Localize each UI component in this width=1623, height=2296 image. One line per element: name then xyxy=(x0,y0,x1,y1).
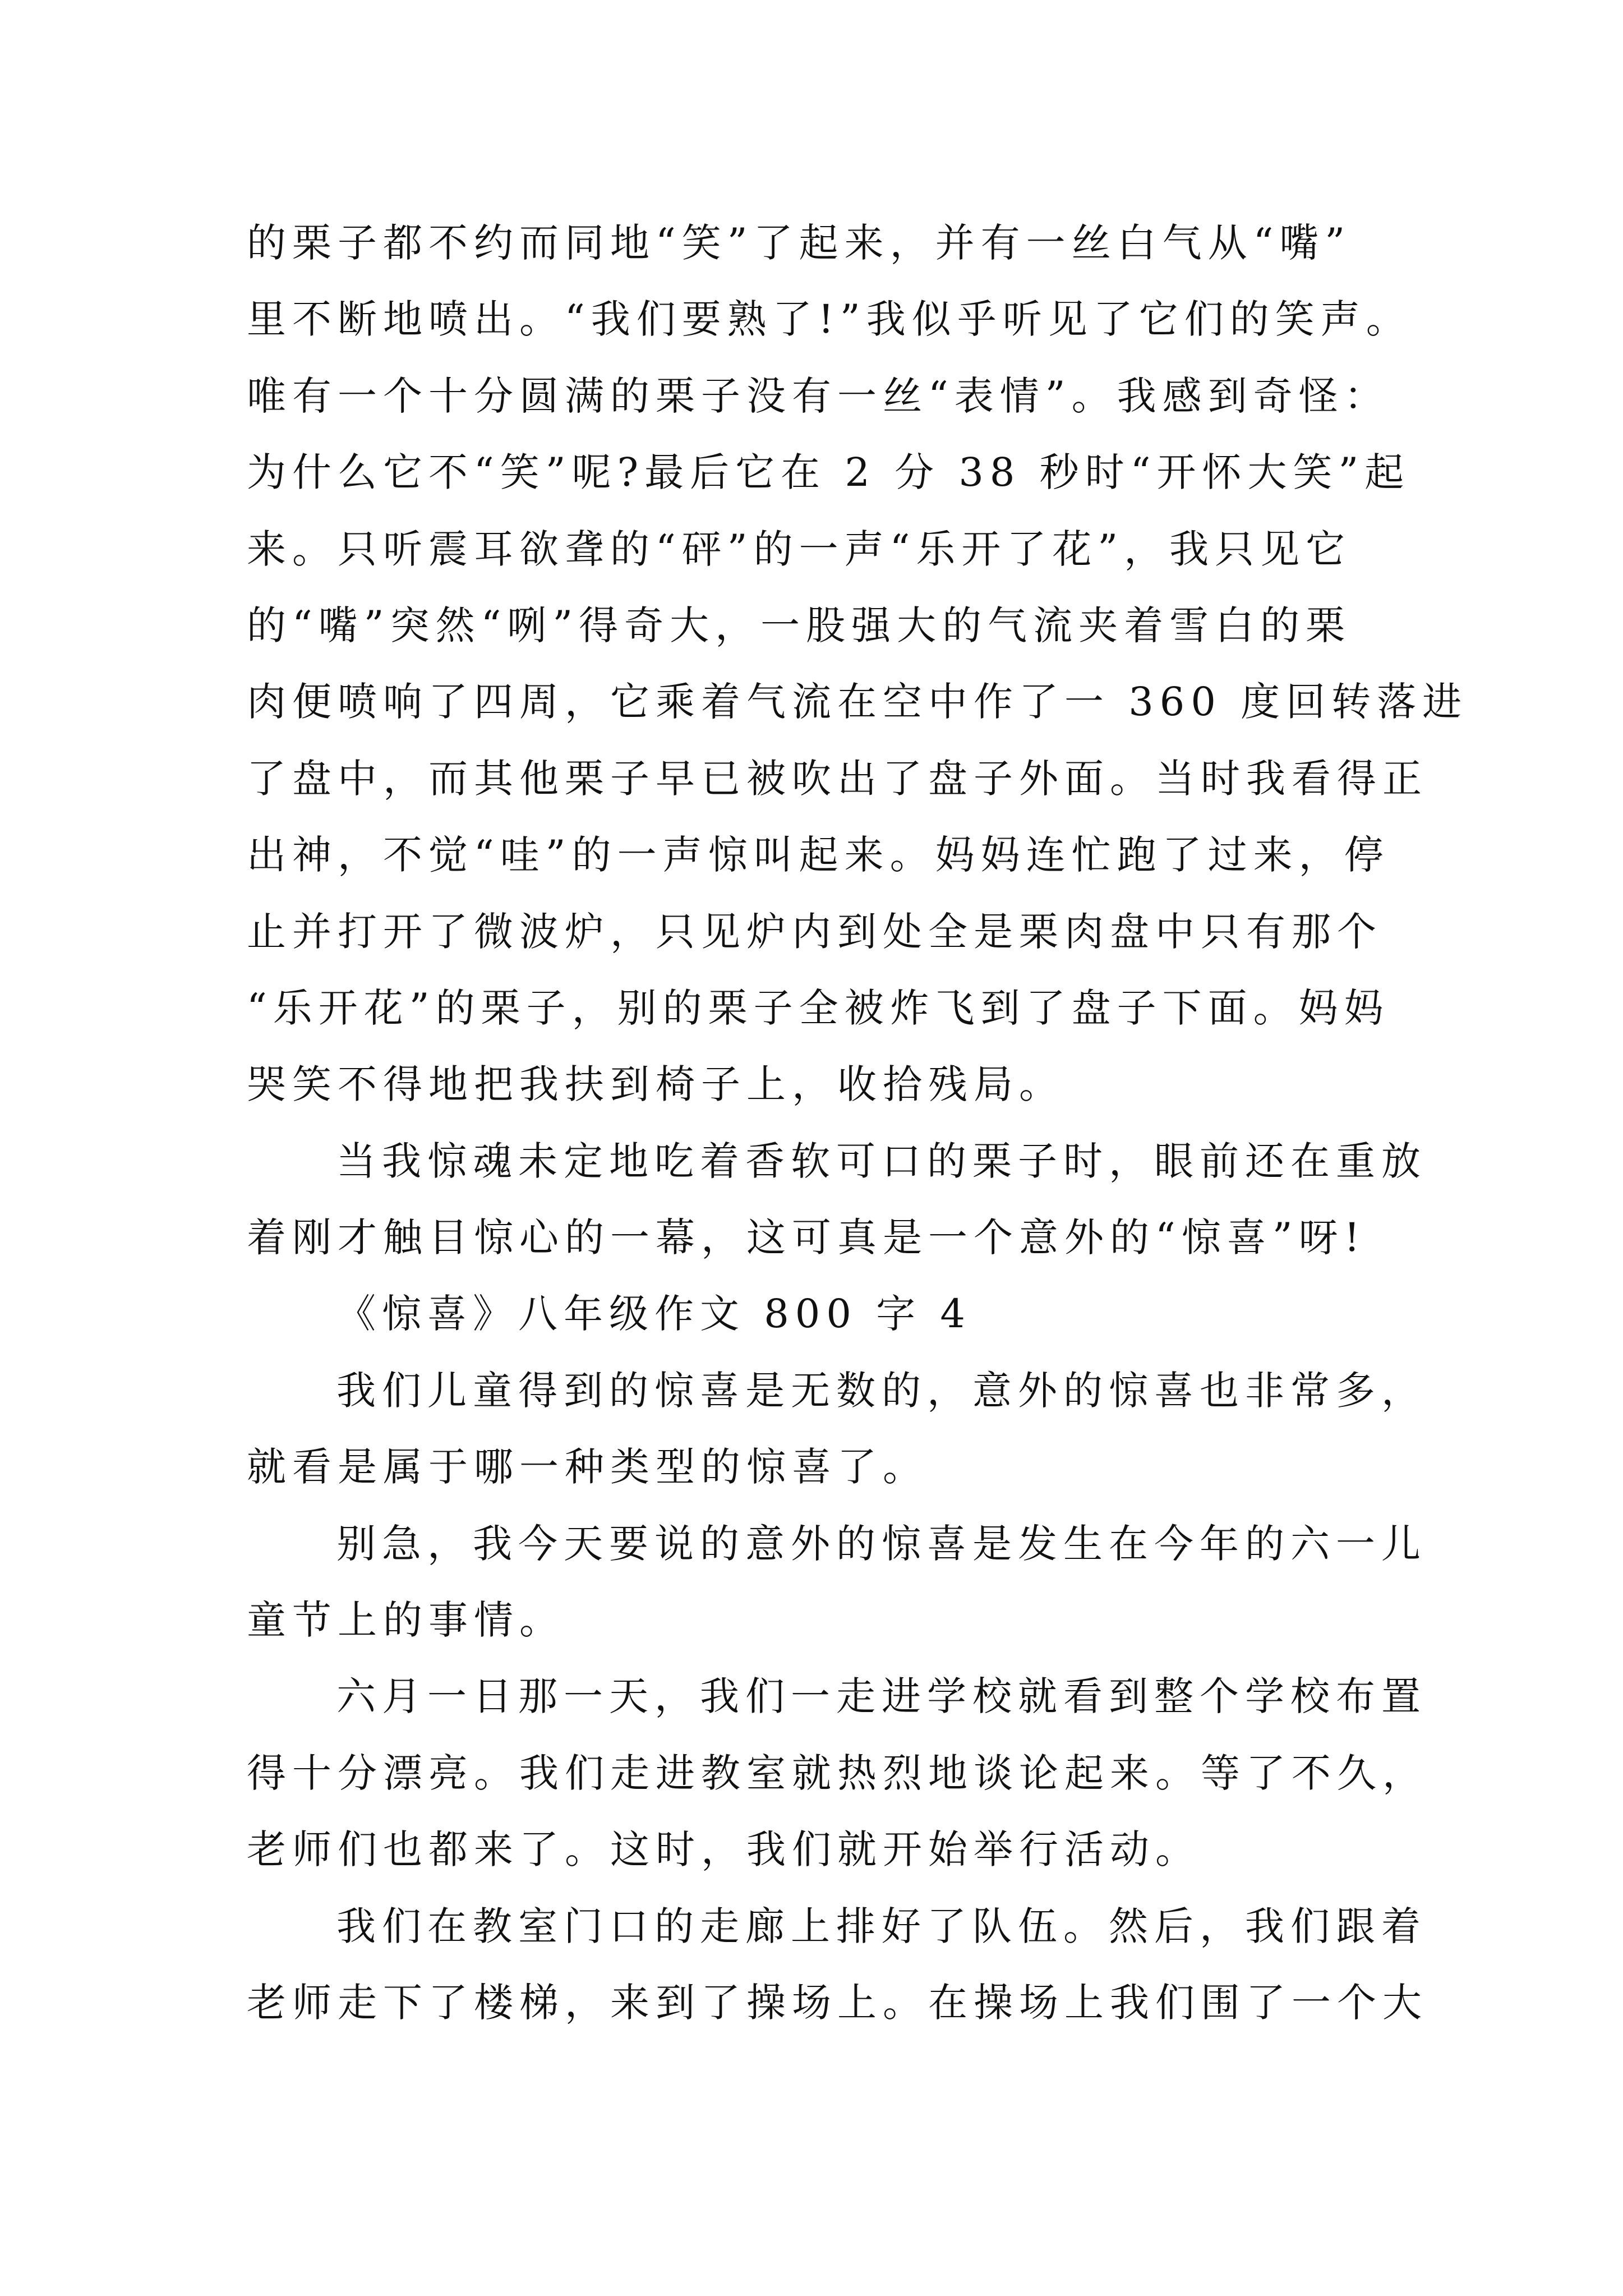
paragraph-start-line: 当我惊魂未定地吃着香软可口的栗子时，眼前还在重放 xyxy=(336,1138,1427,1184)
text-line: 肉便喷响了四周，它乘着气流在空中作了一 360 度回转落进 xyxy=(247,679,1468,725)
paragraph-start-line: 我们儿童得到的惊喜是无数的，意外的惊喜也非常多， xyxy=(336,1367,1427,1414)
text-line: 唯有一个十分圆满的栗子没有一丝“表情”。我感到奇怪： xyxy=(247,372,1390,419)
text-line: 了盘中，而其他栗子早已被吹出了盘子外面。当时我看得正 xyxy=(247,755,1428,802)
text-line: 来。只听震耳欲聋的“砰”的一声“乐开了花”，我只见它 xyxy=(247,526,1352,572)
text-line: 里不断地喷出。“我们要熟了!”我似乎听见了它们的笑声。 xyxy=(247,296,1412,343)
text-line: 老师走下了楼梯，来到了操场上。在操场上我们围了一个大 xyxy=(247,1979,1428,2026)
text-line: 为什么它不“笑”呢?最后它在 2 分 38 秒时“开怀大笑”起 xyxy=(247,449,1410,496)
text-line: 哭笑不得地把我扶到椅子上，收拾残局。 xyxy=(247,1061,1064,1108)
text-line: 的“嘴”突然“咧”得奇大，一股强大的气流夹着雪白的栗 xyxy=(247,602,1352,648)
text-line: 就看是属于哪一种类型的惊喜了。 xyxy=(247,1444,928,1490)
text-line: 止并打开了微波炉，只见炉内到处全是栗肉盘中只有那个 xyxy=(247,908,1382,955)
text-line: 得十分漂亮。我们走进教室就热烈地谈论起来。等了不久， xyxy=(247,1750,1428,1796)
text-line: 的栗子都不约而同地“笑”了起来，并有一丝白气从“嘴” xyxy=(247,220,1352,266)
text-line: 老师们也都来了。这时，我们就开始举行活动。 xyxy=(247,1826,1201,1873)
section-title: 《惊喜》八年级作文 800 字 4 xyxy=(336,1291,971,1337)
paragraph-start-line: 我们在教室门口的走廊上排好了队伍。然后，我们跟着 xyxy=(336,1903,1427,1949)
text-line: 着刚才触目惊心的一幕，这可真是一个意外的“惊喜”呀! xyxy=(247,1214,1366,1261)
text-line: 童节上的事情。 xyxy=(247,1597,565,1644)
paragraph-start-line: 六月一日那一天，我们一走进学校就看到整个学校布置 xyxy=(336,1673,1427,1720)
paragraph-start-line: 别急，我今天要说的意外的惊喜是发生在今年的六一儿 xyxy=(336,1520,1427,1567)
text-line: 出神，不觉“哇”的一声惊叫起来。妈妈连忙跑了过来，停 xyxy=(247,832,1390,878)
text-line: “乐开花”的栗子，别的栗子全被炸飞到了盘子下面。妈妈 xyxy=(247,984,1390,1031)
body-text xyxy=(247,205,1468,2041)
